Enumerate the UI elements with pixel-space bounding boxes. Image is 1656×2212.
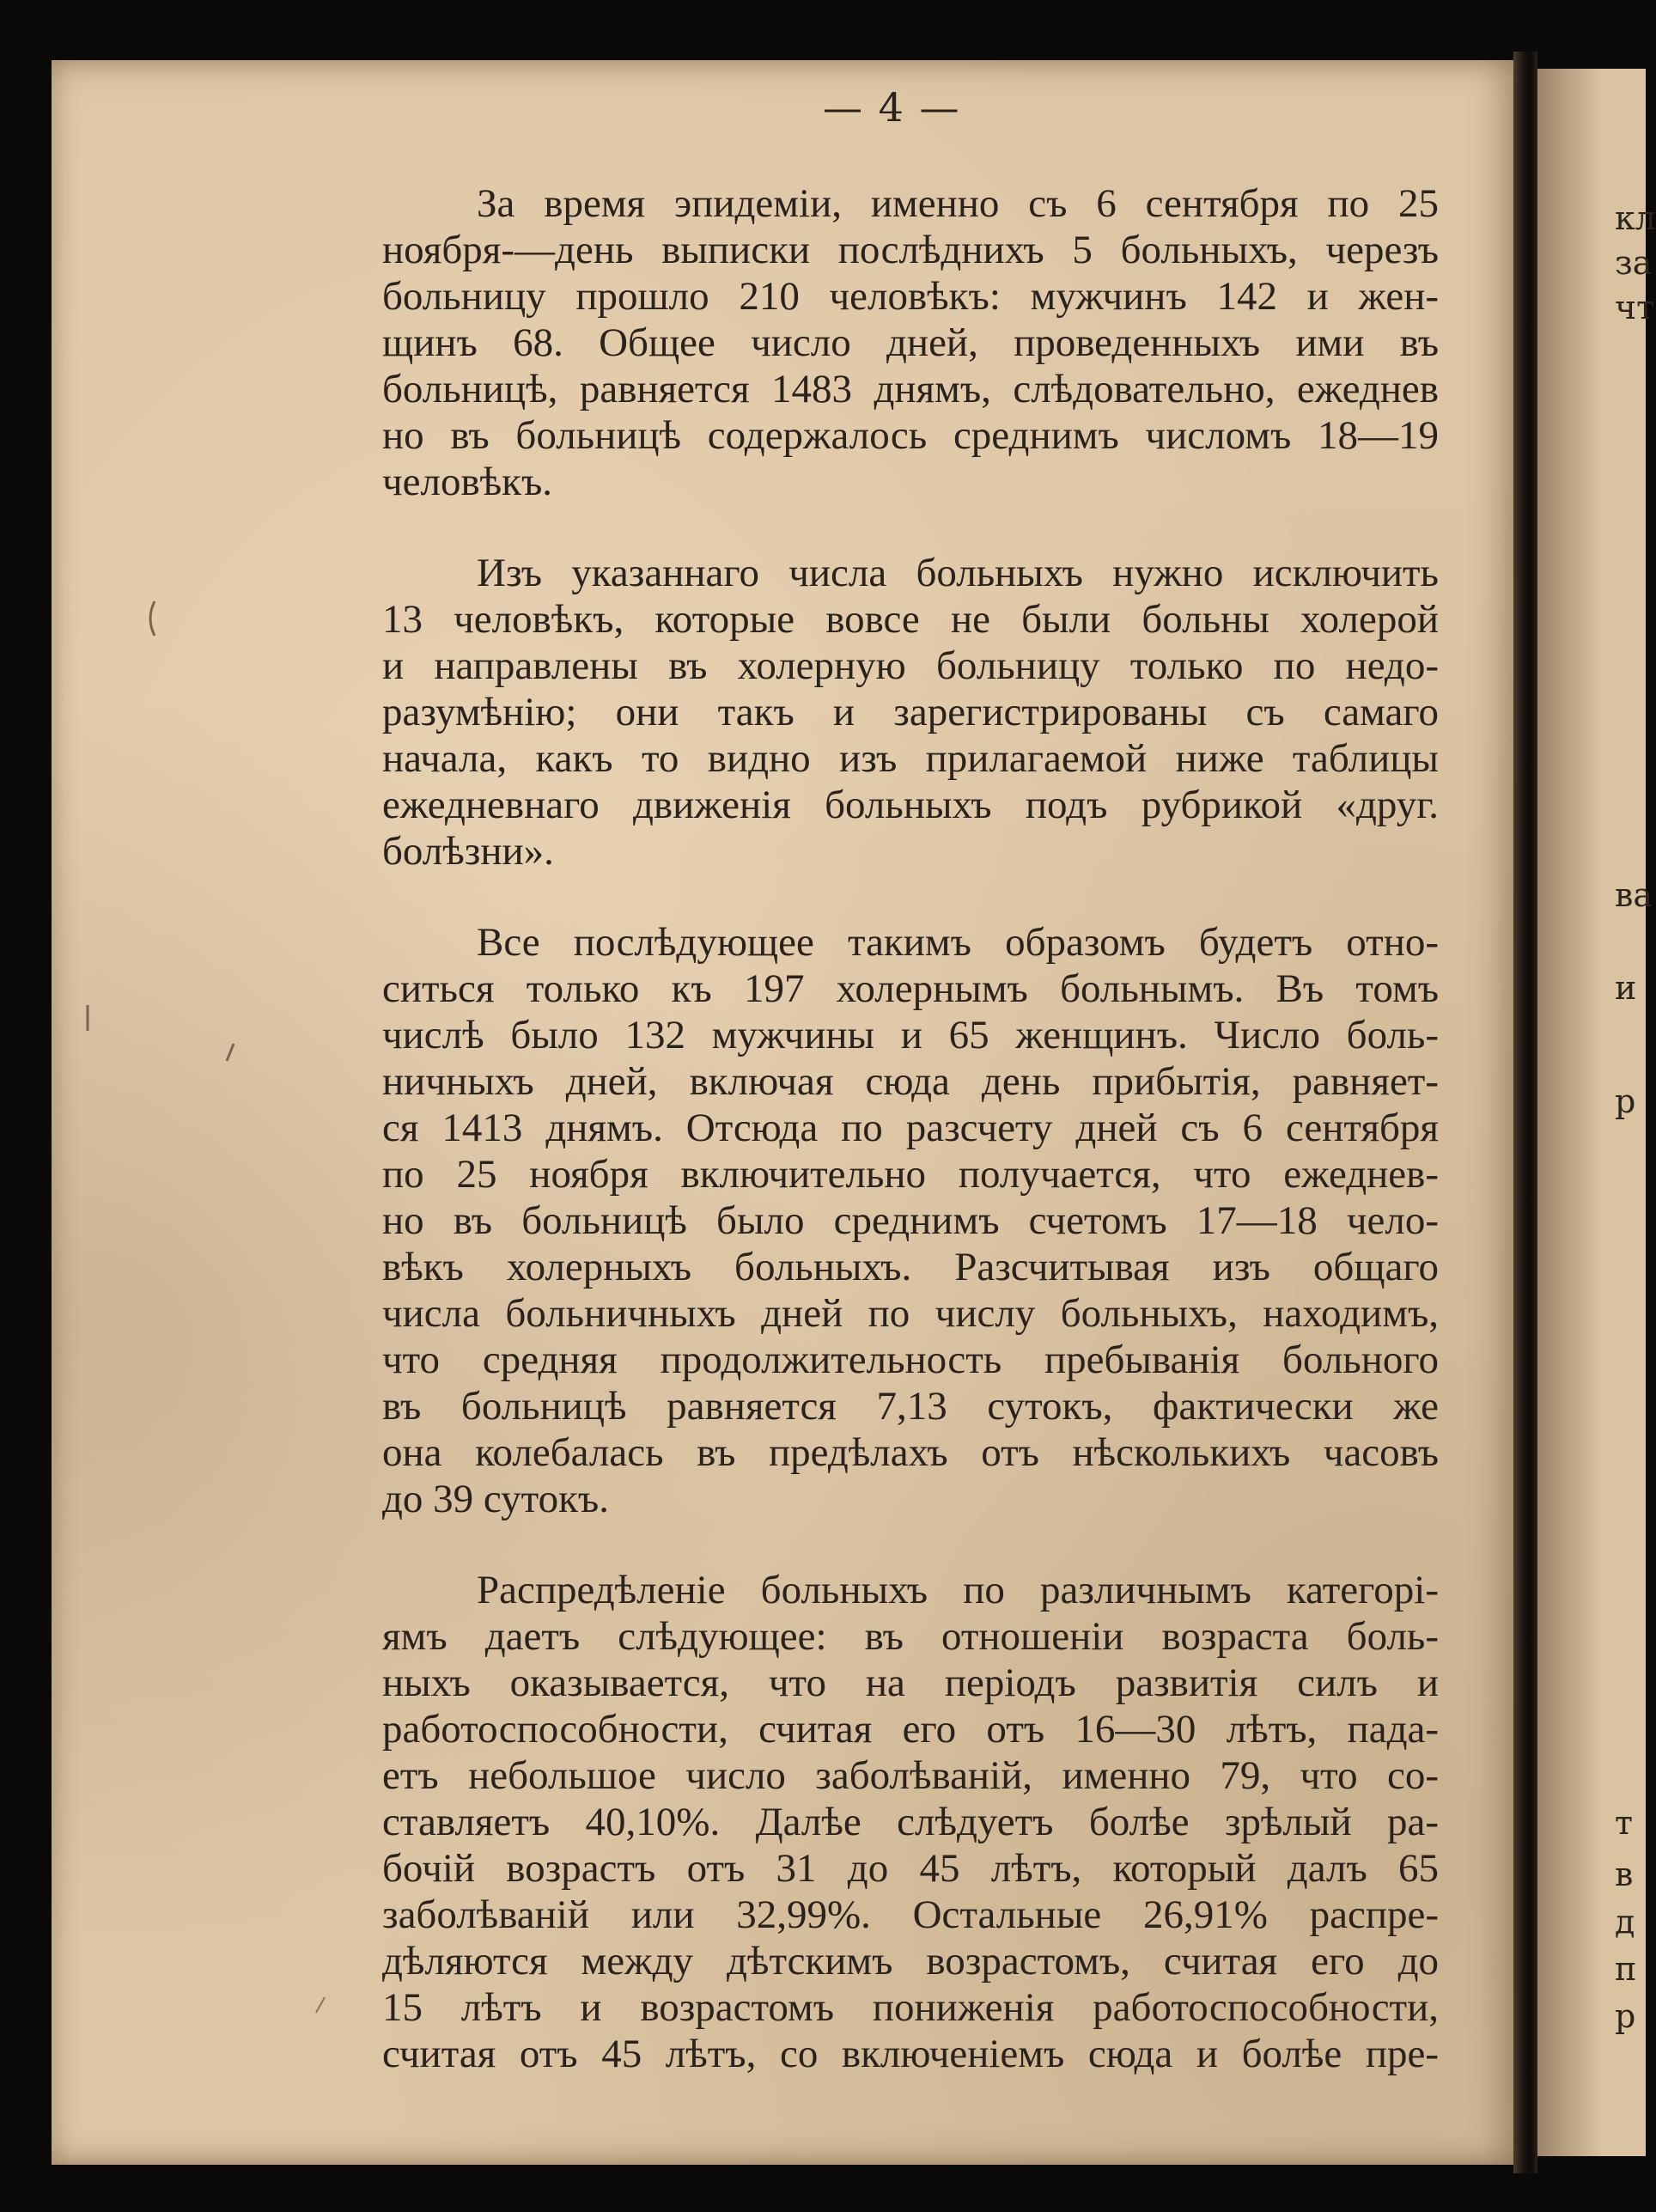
- text-line: заболѣваній или 32,99%. Остальные 26,91% распре-: [382, 1892, 1439, 1937]
- facing-page-fragment: р: [1615, 1082, 1636, 1120]
- text-line: числѣ было 132 мужчины и 65 женщинъ. Число боль-: [382, 1013, 1439, 1057]
- text-line: вѣкъ холерныхъ больныхъ. Разсчитывая изъ общаго: [382, 1245, 1439, 1289]
- text-line: она колебалась въ предѣлахъ отъ нѣсколькихъ часовъ: [382, 1430, 1439, 1475]
- page-number: — 4 —: [823, 84, 961, 131]
- text-line: етъ небольшое число заболѣваній, именно 79, что со-: [382, 1753, 1439, 1798]
- text-line: Распредѣленіе больныхъ по различнымъ категорі-: [477, 1568, 1439, 1612]
- text-line: дѣляются между дѣтскимъ возрастомъ, считая его до: [382, 1939, 1439, 1983]
- text-line: по 25 ноября включительно получается, что ежеднев-: [382, 1152, 1439, 1197]
- text-line: ничныхъ дней, включая сюда день прибытія, равняет-: [382, 1059, 1439, 1104]
- stray-mark: [316, 1997, 325, 2013]
- text-line: человѣкъ.: [382, 460, 553, 504]
- text-line: болѣзни».: [382, 829, 554, 874]
- text-line: Изъ указаннаго числа больныхъ нужно исключить: [477, 551, 1439, 595]
- text-line: ноября-—день выписки послѣднихъ 5 больныхъ, черезъ: [382, 228, 1439, 272]
- text-line: щинъ 68. Общее число дней, проведенныхъ ими въ: [382, 320, 1439, 365]
- text-line: За время эпидеміи, именно съ 6 сентября по 25: [477, 181, 1439, 226]
- text-line: больницѣ, равняется 1483 днямъ, слѣдовательно, ежеднев: [382, 367, 1439, 411]
- facing-page-fragment: т: [1615, 1804, 1634, 1842]
- text-line: больницу прошло 210 человѣкъ: мужчинъ 142 и жен-: [382, 274, 1439, 319]
- text-line: ставляетъ 40,10%. Далѣе слѣдуетъ болѣе зрѣлый ра-: [382, 1800, 1439, 1844]
- text-line: въ больницѣ равняется 7,13 сутокъ, фактически же: [382, 1384, 1439, 1429]
- text-line: работоспособности, считая его отъ 16—30 лѣтъ, пада-: [382, 1707, 1439, 1752]
- stray-mark: [150, 601, 155, 636]
- text-line: ямъ даетъ слѣдующее: въ отношеніи возраста боль-: [382, 1614, 1439, 1659]
- facing-page-fragment: за: [1615, 244, 1653, 282]
- facing-page-fragment: чт: [1615, 289, 1655, 326]
- text-line: 15 лѣтъ и возрастомъ пониженія работоспособности,: [382, 1985, 1439, 2030]
- text-line: ся 1413 днямъ. Отсюда по разсчету дней съ 6 сентября: [382, 1106, 1439, 1150]
- text-line: числа больничныхъ дней по числу больныхъ, находимъ,: [382, 1291, 1439, 1336]
- text-line: считая отъ 45 лѣтъ, со включеніемъ сюда и болѣе пре-: [382, 2032, 1439, 2076]
- facing-page-fragment: ва: [1615, 876, 1653, 914]
- text-line: и направлены въ холерную больницу только по недо-: [382, 643, 1439, 688]
- text-line: но въ больницѣ было среднимъ счетомъ 17—18 чело-: [382, 1198, 1439, 1243]
- text-line: Все послѣдующее такимъ образомъ будетъ отно-: [477, 920, 1439, 965]
- text-line: ситься только къ 197 холернымъ больнымъ. Въ томъ: [382, 966, 1439, 1011]
- text-line: бочій возрастъ отъ 31 до 45 лѣтъ, который далъ 65: [382, 1846, 1439, 1891]
- text-line: ныхъ оказывается, что на періодъ развитія силъ и: [382, 1661, 1439, 1705]
- facing-page-fragment: кл: [1615, 199, 1656, 237]
- text-line: до 39 сутокъ.: [382, 1477, 609, 1521]
- text-line: но въ больницѣ содержалось среднимъ числомъ 18—19: [382, 413, 1439, 458]
- facing-page-fragment: п: [1615, 1950, 1637, 1988]
- facing-page-fragment: в: [1615, 1856, 1634, 1893]
- text-line: начала, какъ то видно изъ прилагаемой ниже таблицы: [382, 736, 1439, 781]
- facing-page-fragment: д: [1615, 1903, 1635, 1941]
- facing-page-fragment: и: [1615, 969, 1637, 1007]
- text-line: разумѣнію; они такъ и зарегистрированы съ самаго: [382, 690, 1439, 734]
- text-line: ежедневнаго движенія больныхъ подъ рубрикой «друг.: [382, 783, 1439, 827]
- facing-page-fragment: р: [1615, 1997, 1636, 2035]
- text-line: что средняя продолжительность пребыванія больного: [382, 1338, 1439, 1382]
- text-line: 13 человѣкъ, которые вовсе не были больны холерой: [382, 597, 1439, 642]
- stray-mark: [227, 1044, 234, 1061]
